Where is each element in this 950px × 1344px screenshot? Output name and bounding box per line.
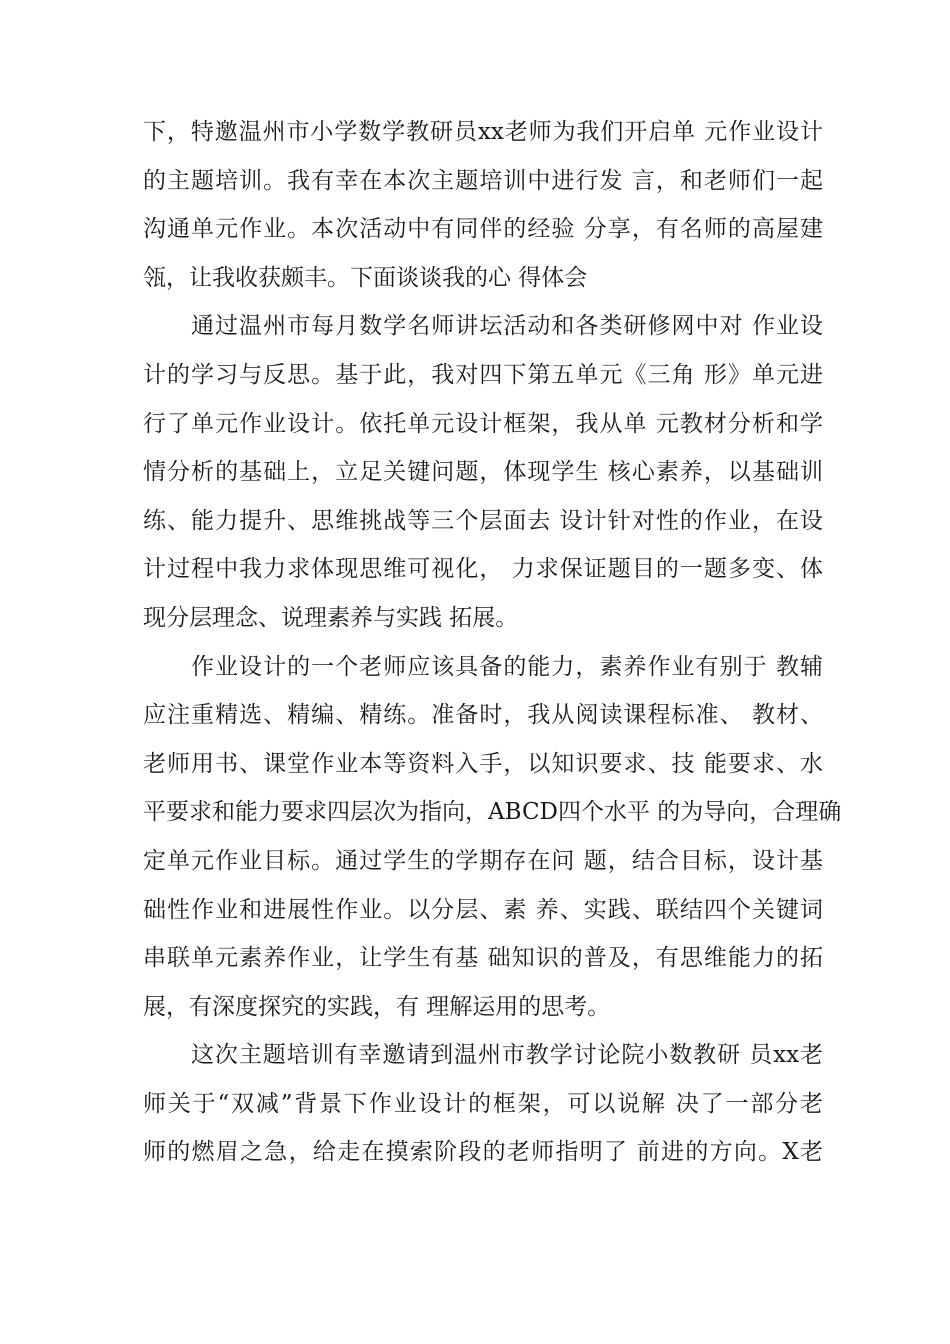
text-line: 练、能力提升、思维挑战等三个层面去 设计针对性的作业，在设	[143, 507, 823, 534]
paragraph	[143, 302, 823, 642]
text-line: 瓴，让我收获颇丰。下面谈谈我的心 得体会	[143, 264, 588, 291]
text-line: 现分层理念、说理素养与实践 拓展。	[143, 604, 519, 631]
text-line: 定单元作业目标。通过学生的学期存在问 题，结合目标，设计基	[143, 847, 823, 874]
text-line: 师的燃眉之急，给走在摸索阶段的老师指明了 前进的方向。X老	[143, 1139, 823, 1166]
paragraph	[143, 1031, 823, 1177]
text-line: 应注重精选、精编、精练。准备时，我从阅读课程标准、 教材、	[143, 702, 823, 729]
paragraph	[143, 643, 842, 1032]
text-line: 计过程中我力求体现思维可视化， 力求保证题目的一题多变、体	[143, 556, 823, 583]
document-body	[143, 108, 842, 1177]
text-line: 行了单元作业设计。依托单元设计框架，我从单 元教材分析和学	[143, 410, 823, 437]
text-line: 通过温州市每月数学名师讲坛活动和各类研修网中对 作业设	[191, 313, 823, 340]
text-line: 下，特邀温州市小学数学教研员xx老师为我们开启单 元作业设计	[143, 119, 823, 145]
text-line: 串联单元素养作业，让学生有基 础知识的普及，有思维能力的拓	[143, 945, 823, 972]
text-line: 础性作业和进展性作业。以分层、素 养、实践、联结四个关键词	[143, 896, 823, 923]
text-line: 情分析的基础上，立足关键问题，体现学生 核心素养，以基础训	[143, 459, 823, 486]
text-line: 老师用书、课堂作业本等资料入手，以知识要求、技 能要求、水	[143, 750, 823, 777]
text-line: 作业设计的一个老师应该具备的能力，素养作业有别于 教辅	[191, 653, 823, 680]
text-line: 的主题培训。我有幸在本次主题培训中进行发 言，和老师们一起	[143, 167, 823, 194]
text-line: 计的学习与反思。基于此，我对四下第五单元《三角 形》单元进	[143, 361, 823, 388]
text-line: 沟通单元作业。本次活动中有同伴的经验 分享，有名师的高屋建	[143, 216, 823, 243]
text-line: 这次主题培训有幸邀请到温州市教学讨论院小数教研 员xx老	[191, 1042, 823, 1069]
text-line: 平要求和能力要求四层次为指向，ABCD四个水平 的为导向，合理确	[143, 799, 842, 826]
paragraph	[143, 108, 823, 302]
text-line: 师关于“双减”背景下作业设计的框架，可以说解 决了一部分老	[143, 1090, 823, 1117]
text-line: 展，有深度探究的实践，有 理解运用的思考。	[143, 993, 611, 1020]
